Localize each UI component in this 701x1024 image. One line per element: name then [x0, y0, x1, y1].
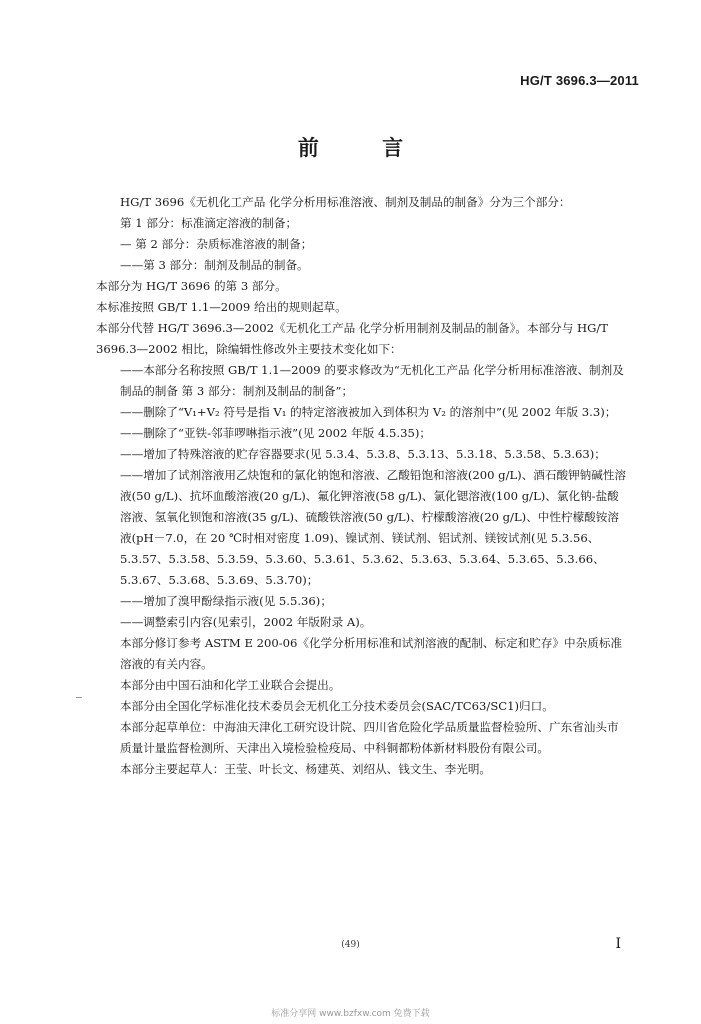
paragraph-drafting-rules: 本标准按照 GB/T 1.1—2009 给出的规则起草。: [96, 300, 347, 314]
foreword-body: [96, 192, 628, 780]
page-title: 前 言: [297, 135, 432, 160]
change-item-indicator: ——删除了“亚铁-邻菲啰啉指示液”(见 2002 年版 4.5.35)；: [120, 426, 431, 440]
paragraph-drafters: 本部分主要起草人：王莹、叶长文、杨建英、刘绍从、钱文生、李光明。: [120, 762, 492, 776]
change-item-bromocresol: ——增加了溴甲酚绿指示液(见 5.5.36)；: [120, 594, 332, 608]
change-item-symbol: ——删除了“V₁+V₂ 符号是指 V₁ 的特定溶液被加入到体积为 V₂ 的溶剂中”(见 2002 年版 3.3)；: [120, 405, 617, 419]
paragraph-drafting-units: 本部分起草单位：中海油天津化工研究设计院、四川省危险化学品质量监督检验所、广东省汕头市质量计量监督检测所、天津出入境检验检疫局、中科铜都粉体新材料股份有限公司。: [120, 720, 619, 755]
page-number: (49): [341, 940, 360, 950]
paragraph-intro: HG/T 3696《无机化工产品 化学分析用标准溶液、制剂及制品的制备》分为三个部分：: [120, 195, 571, 209]
page-roman-numeral: I: [615, 936, 621, 952]
list-item-part3: ——第 3 部分：制剂及制品的制备。: [120, 258, 309, 272]
change-item-name: ——本部分名称按照 GB/T 1.1—2009 的要求修改为“无机化工产品 化学分析用标准溶液、制剂及制品的制备 第 3 部分：制剂及制品的制备”；: [120, 363, 624, 398]
change-item-index: ——调整索引内容(见索引，2002 年版附录 A)。: [120, 615, 372, 629]
watermark-text: 标准分享网 www.bzfxw.com 免费下载: [271, 1009, 430, 1019]
paragraph-technical-committee: 本部分由全国化学标准化技术委员会无机化工分技术委员会(SAC/TC63/SC1)归口。: [120, 699, 554, 713]
paragraph-astm: 本部分修订参考 ASTM E 200-06《化学分析用标准和试剂溶液的配制、标定和贮存》中杂质标准溶液的有关内容。: [120, 636, 623, 671]
change-item-storage: ——增加了特殊溶液的贮存容器要求(见 5.3.4、5.3.8、5.3.13、5.3.18、5.3.58、5.3.63)；: [120, 447, 606, 461]
list-item-part2: — 第 2 部分：杂质标准溶液的制备；: [120, 237, 313, 251]
change-item-reagents: ——增加了试剂溶液用乙炔饱和的氯化钠饱和溶液、乙酸铅饱和溶液(200 g/L)、酒石酸钾钠碱性溶液(50 g/L)、抗坏血酸溶液(20 g/L)、氟化钾溶液(58 g/L)、氯化锶溶液(100 g/L)、氯化钠-盐酸溶液、氢氧化钡饱和溶液(35 g/L)、硫酸铁溶液(50 g/L)、柠檬酸溶液(20 g/L)、中性柠檬酸铵溶液(pH－7.0，在 20 ℃时相对密度 1.09)、镍试剂、镁试剂、铝试剂、镁铵试剂(见 5.3.56、5.3.57、5.3.58、5.3.59、5.3.60、5.3.61、5.3.62、5.3.63、5.3.64、5.3.65、5.3.66、5.3.67、5.3.68、5.3.69、5.3.70)；: [120, 468, 627, 587]
standard-code: HG/T 3696.3—2011: [520, 73, 639, 88]
scan-mark: [76, 697, 82, 698]
list-item-part1: 第 1 部分：标准滴定溶液的制备；: [120, 216, 298, 230]
paragraph-this-part: 本部分为 HG/T 3696 的第 3 部分。: [96, 279, 287, 293]
paragraph-replaces: 本部分代替 HG/T 3696.3—2002《无机化工产品 化学分析用制剂及制品的制备》。本部分与 HG/T 3696.3—2002 相比，除编辑性修改外主要技术变化如下：: [96, 321, 609, 356]
paragraph-proposed-by: 本部分由中国石油和化学工业联合会提出。: [120, 678, 341, 692]
